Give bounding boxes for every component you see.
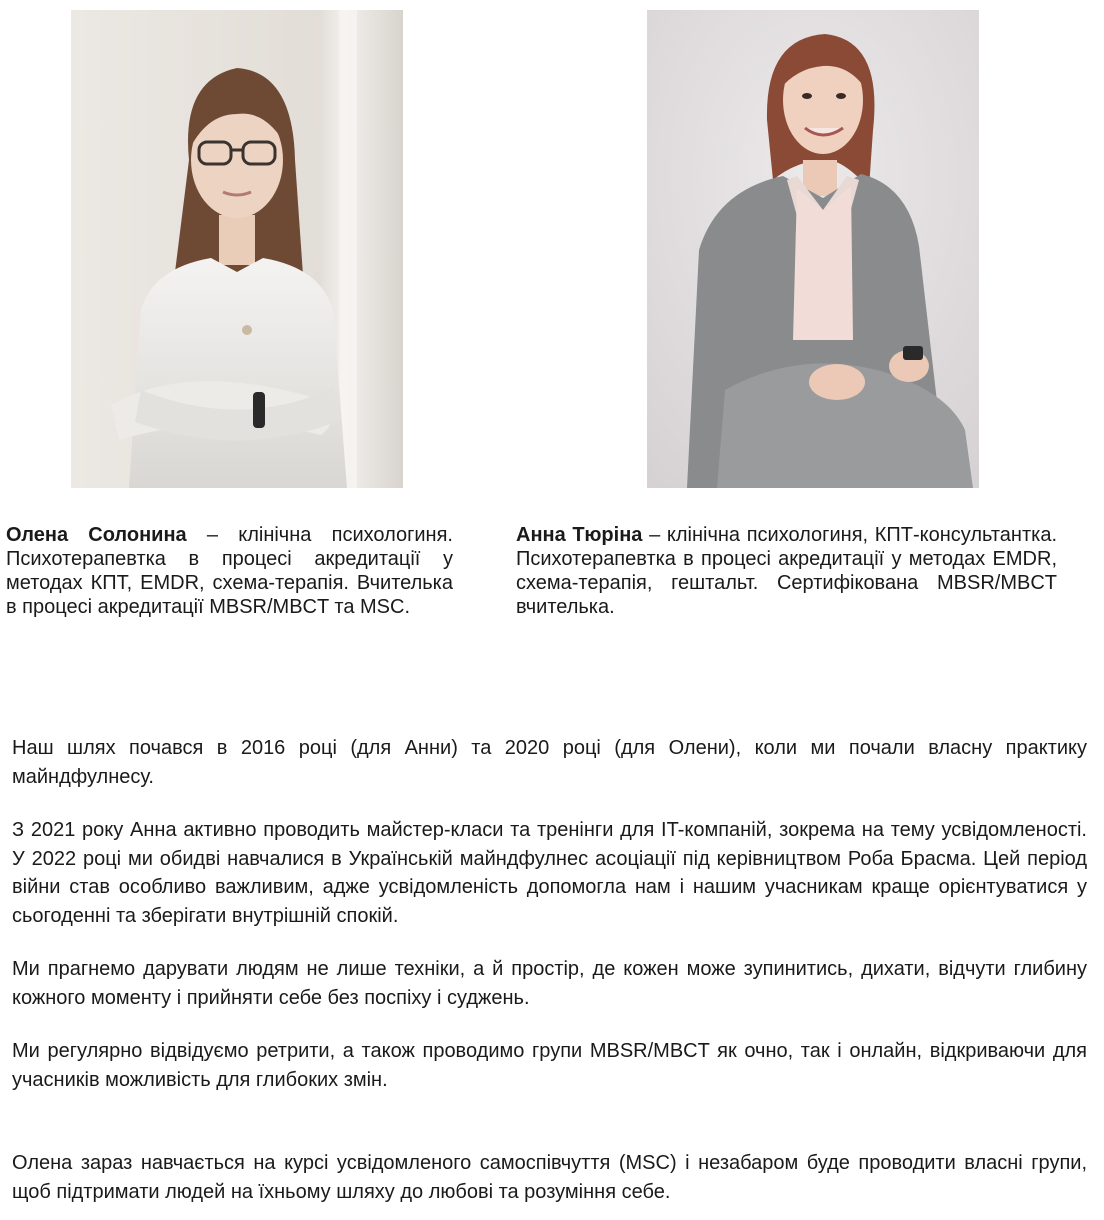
paragraph-retreats: Ми регулярно відвідуємо ретрити, а також проводимо групи MBSR/MBCT як очно, так і онлайн, відкриваючи для учасників можливість для глибоких змін.	[12, 1040, 1087, 1091]
profile-description-olena: клінічна психологиня. Психотерапевтка в процесі акредитації у методах КПТ, EMDR, схема-терапія. Вчителька в процесі акредитації MBSR/MBCT та MSC.	[6, 524, 453, 618]
portrait-photo-anna	[647, 10, 979, 488]
paragraph-training: З 2021 року Анна активно проводить майстер-класи та тренінги для IT-компаній, зокрема на тему усвідомленості. У 2022 році ми обидві навчалися в Українській майндфулнес асоціації під керівництвом Роба Брасма. Цей період війни став особливо важливим, адже усвідомленість допомогла нам і нашим учасникам краще орієнтуватися у сьогоденні та зберігати внутрішній спокій.	[12, 819, 1087, 927]
profile-name-olena: Олена Солонина	[6, 524, 187, 546]
profile-dash-anna: –	[649, 524, 661, 546]
portrait-anna-illustration	[647, 10, 979, 488]
paragraph-mission: Ми прагнемо дарувати людям не лише техніки, а й простір, де кожен може зупинитись, дихати, відчути глибину кожного моменту і прийняти себе без поспіху і суджень.	[12, 958, 1087, 1009]
portrait-olena-illustration	[71, 10, 403, 488]
paragraph-history: Наш шлях почався в 2016 році (для Анни) та 2020 році (для Олени), коли ми почали власну практику майндфулнесу.	[12, 737, 1087, 788]
bio-olena	[6, 523, 453, 619]
bio-anna	[516, 523, 1057, 619]
profile-description-anna: клінічна психологиня, КПТ-консультантка. Психотерапевтка в процесі акредитації у методах EMDR, схема-терапія, гештальт. Сертифікована MBSR/MBCT вчителька.	[516, 524, 1058, 618]
paragraph-msc: Олена зараз навчається на курсі усвідомленого самоспівчуття (MSC) і незабаром буде проводити власні групи, щоб підтримати людей на їхньому шляху до любові та розуміння себе.	[12, 1152, 1087, 1203]
profile-dash-olena: –	[206, 524, 219, 546]
portrait-photo-olena	[71, 10, 403, 488]
profile-name-anna: Анна Тюріна	[516, 524, 643, 546]
